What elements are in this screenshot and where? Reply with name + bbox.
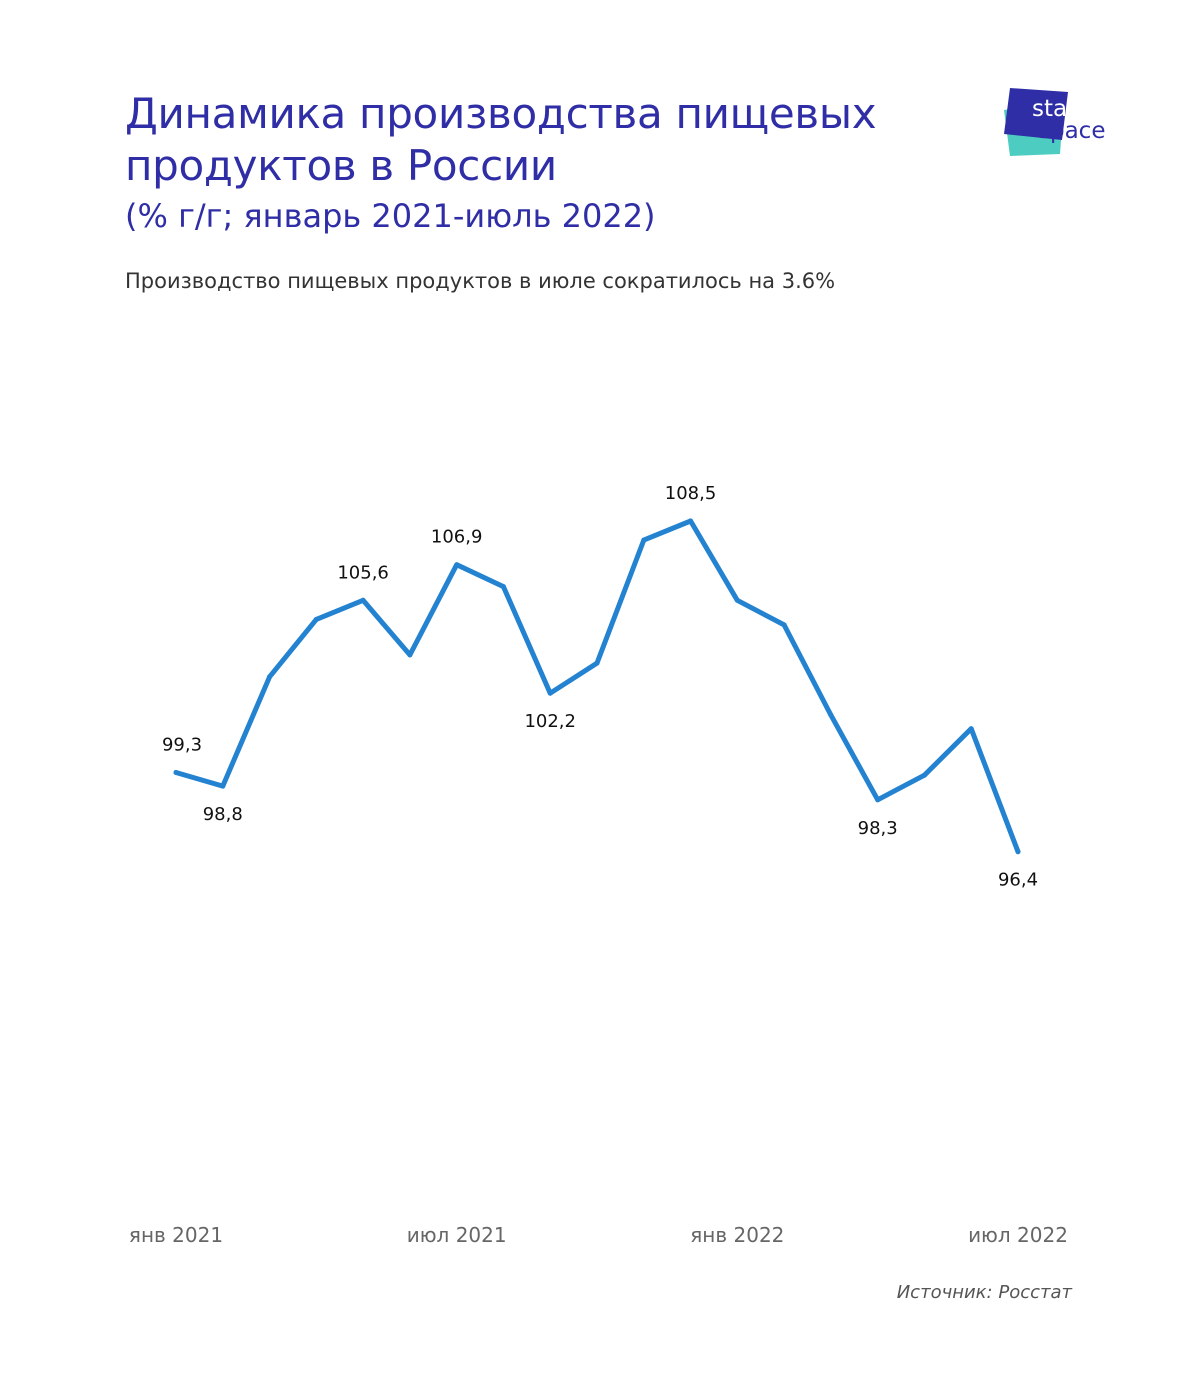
data-label: 96,4 [997, 869, 1039, 891]
data-label: 106,9 [430, 526, 483, 548]
logo-text-line1: stat [1032, 96, 1077, 122]
x-tick-label: янв 2021 [128, 1223, 224, 1247]
x-tick-label: июл 2022 [968, 1223, 1068, 1247]
source-note: Источник: Росстат [896, 1282, 1072, 1303]
data-point [782, 622, 787, 627]
data-label: 98,8 [202, 804, 243, 826]
chart-title-units: (% г/г; январь 2021-июль 2022) [125, 197, 656, 235]
data-point [174, 770, 179, 775]
chart-subtitle: Производство пищевых продуктов в июле сократилось на 3.6% [125, 269, 836, 293]
data-point [267, 674, 272, 679]
data-point [407, 652, 412, 657]
data-point [828, 713, 833, 718]
data-point [875, 797, 880, 802]
data-point [688, 519, 693, 524]
data-label: 105,6 [337, 562, 389, 584]
data-point [969, 726, 974, 731]
data-label: 99,3 [161, 734, 203, 756]
data-label: 98,3 [857, 817, 898, 839]
data-point [361, 598, 366, 603]
data-point [220, 784, 225, 789]
data-point [922, 773, 927, 778]
data-point [641, 538, 646, 543]
data-point [1016, 849, 1021, 854]
chart-title: Динамика производства пищевых продуктов в России [125, 89, 877, 190]
series-line [176, 521, 1018, 852]
data-label: 108,5 [664, 483, 717, 504]
data-point [501, 584, 506, 589]
data-point [595, 661, 600, 666]
data-point [735, 598, 740, 603]
logo-text-line2: space [1038, 118, 1106, 144]
data-point [548, 691, 553, 696]
x-tick-label: янв 2022 [690, 1223, 785, 1247]
x-tick-label: июл 2021 [406, 1223, 507, 1247]
data-label: 102,2 [524, 711, 576, 733]
data-point [314, 617, 319, 622]
data-point [454, 562, 459, 567]
